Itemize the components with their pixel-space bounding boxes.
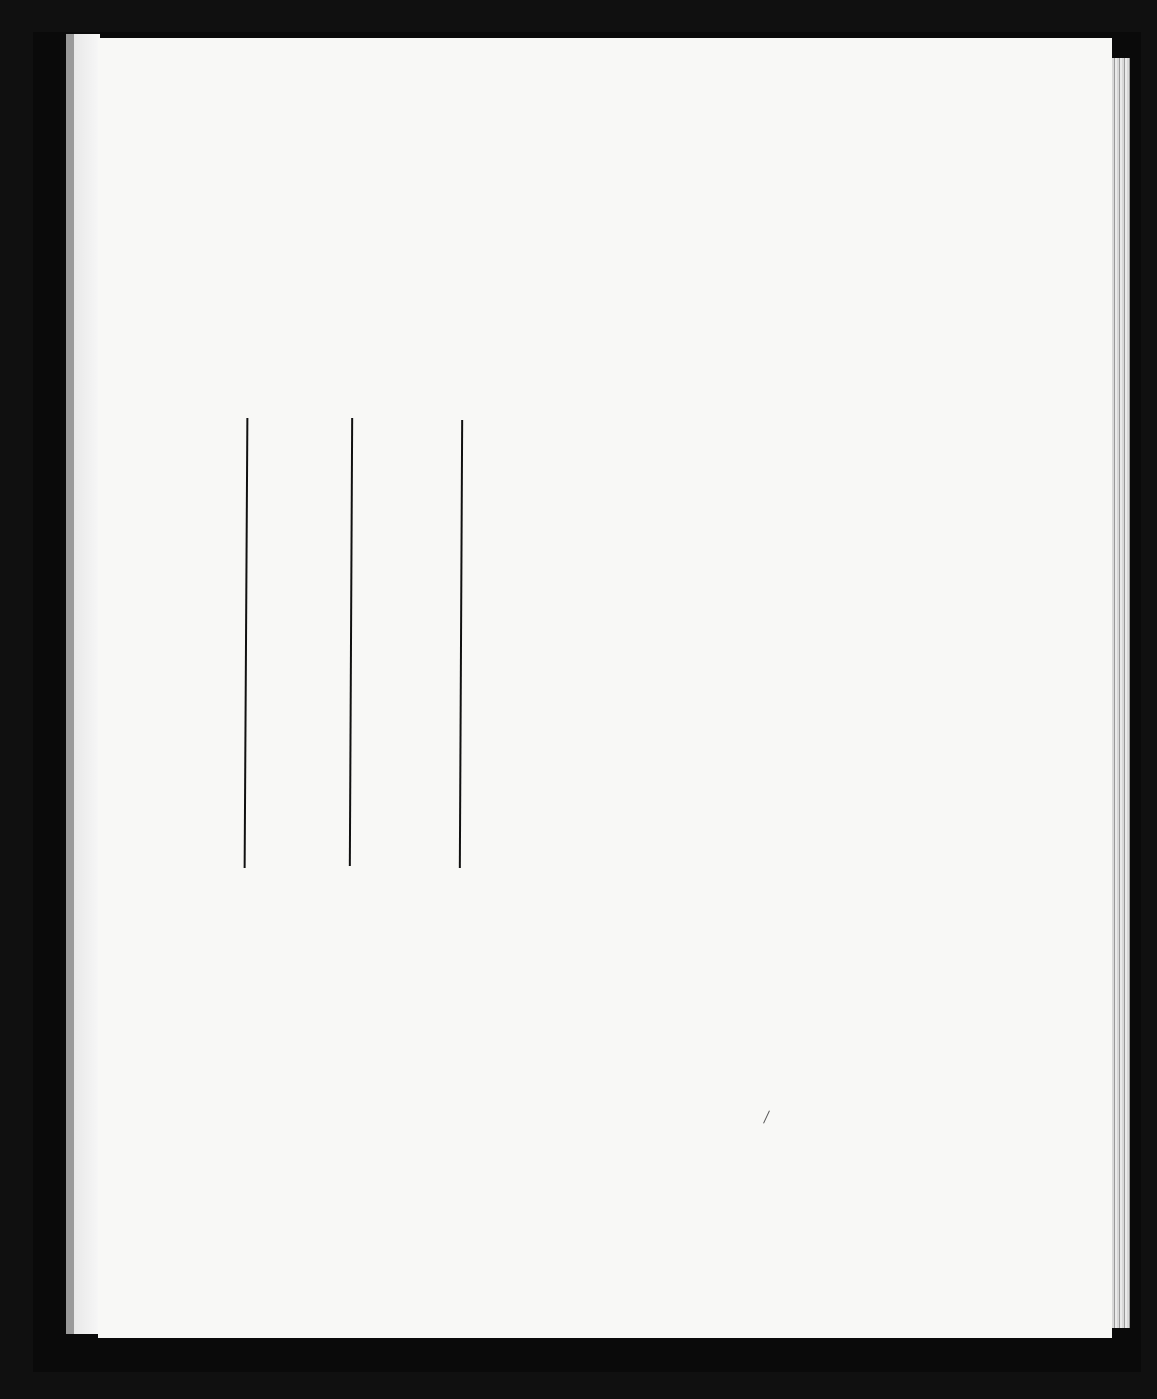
book-gutter: [74, 34, 100, 1334]
text-line: [178, 363, 578, 392]
text-line: [178, 334, 578, 363]
text-line: [178, 247, 578, 276]
text-line: [178, 160, 578, 189]
text-line: [178, 189, 578, 218]
page-header: [262, 118, 578, 152]
page-edges: [1112, 58, 1130, 1328]
text-line: [178, 276, 578, 305]
text-line: [178, 218, 578, 247]
text-line: [178, 305, 578, 334]
book-spine: [66, 34, 74, 1334]
body-paragraph: [178, 160, 578, 392]
